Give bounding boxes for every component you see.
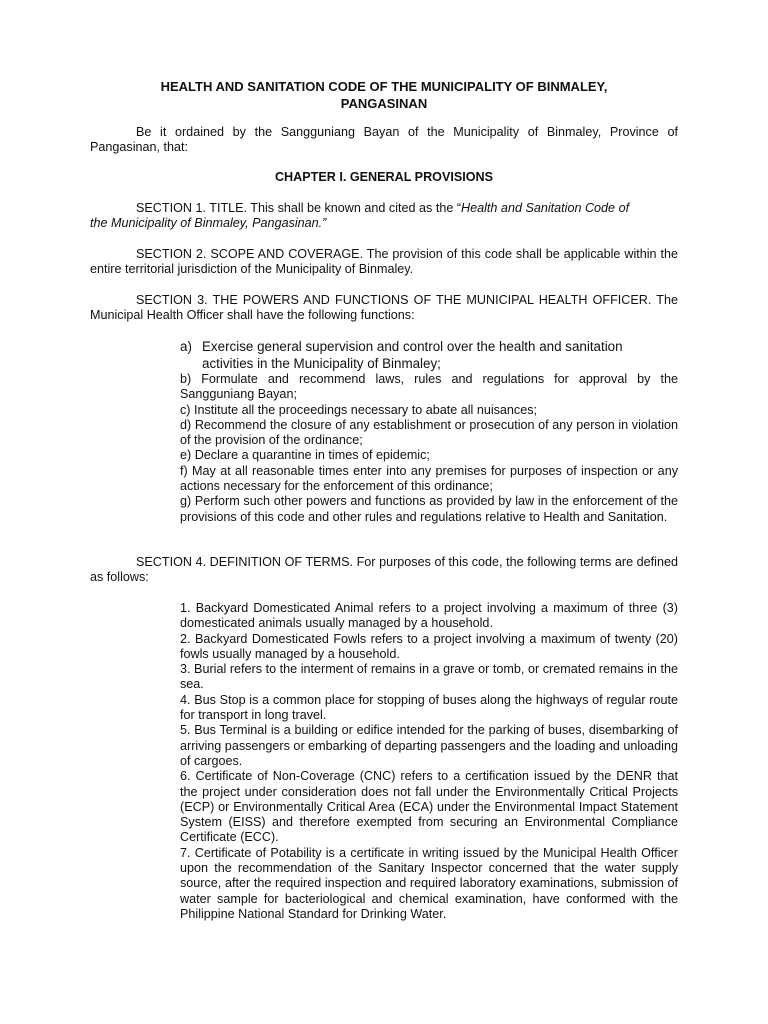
definitions-list xyxy=(180,601,678,922)
definition-item: 4. Bus Stop is a common place for stopping of buses along the highways of regular route for transport in long travel. xyxy=(180,692,678,723)
section-2-paragraph: SECTION 2. SCOPE AND COVERAGE. The provision of this code shall be applicable within the entire territorial jurisdiction of the Municipality of Binmaley. xyxy=(90,247,678,277)
function-item-d: d) Recommend the closure of any establishment or prosecution of any person in violation of the provision of the ordinance; xyxy=(180,417,678,448)
definition-item: 3. Burial refers to the interment of remains in a grave or tomb, or cremated remains in the sea. xyxy=(180,662,678,692)
definition-item: 2. Backyard Domesticated Fowls refers to a project involving a maximum of twenty (20) fowls usually managed by a household. xyxy=(180,631,678,661)
function-item-a-label: a) xyxy=(180,339,192,354)
function-item-b: b) Formulate and recommend laws, rules and regulations for approval by the Sangguniang Bayan; xyxy=(180,372,678,402)
function-item-g: g) Perform such other powers and functions as provided by law in the enforcement of the provisions of this code and other rules and regulations relative to Health and Sanitation. xyxy=(180,494,678,524)
section-1-italic: Health and Sanitation Code of the Municipality of Binmaley, Pangasinan.” xyxy=(90,201,630,231)
title-line-2: PANGASINAN xyxy=(340,96,428,111)
section-4-paragraph: SECTION 4. DEFINITION OF TERMS. For purposes of this code, the following terms are defined as follows: xyxy=(90,555,678,585)
definition-item: 7. Certificate of Potability is a certificate in writing issued by the Municipal Health Officer upon the recommendation of the Sanitary Inspector concerned that the water supply source, after the required inspection and required laboratory examinations, submission of water sample for bacteriological and chemical examination, have conformed with the Philippine National Standard for Drinking Water. xyxy=(180,845,678,921)
definition-item: 5. Bus Terminal is a building or edifice intended for the parking of buses, disembarking of arriving passengers or embarking of departing passengers and the loading and unloading of cargoes. xyxy=(180,723,678,768)
intro-paragraph: Be it ordained by the Sangguniang Bayan of the Municipality of Binmaley, Province of Pangasinan, that: xyxy=(90,125,678,155)
function-item-e: e) Declare a quarantine in times of epidemic; xyxy=(180,448,430,463)
section-3-paragraph: SECTION 3. THE POWERS AND FUNCTIONS OF THE MUNICIPAL HEALTH OFFICER. The Municipal Health Officer shall have the following functions: xyxy=(90,293,678,323)
function-item-a: a) Exercise general supervision and control over the health and sanitation activities in the Municipality of Binmaley; xyxy=(180,339,623,371)
definition-item: 1. Backyard Domesticated Animal refers to a project involving a maximum of three (3) domesticated animals usually managed by a household. xyxy=(180,601,678,631)
functions-list xyxy=(180,339,678,525)
definition-item: 6. Certificate of Non-Coverage (CNC) refers to a certification issued by the DENR that the project under consideration does not fall under the Environmentally Critical Projects (ECP) or Environmentally Critical Area (ECA) under the Environmental Impact Statement System (EISS) and therefore exempted from securing an Environmental Compliance Certificate (ECC). xyxy=(180,769,678,845)
function-item-c: c) Institute all the proceedings necessary to abate all nuisances; xyxy=(180,402,538,417)
section-1-paragraph xyxy=(90,201,638,232)
document-title xyxy=(90,78,678,112)
function-item-f: f) May at all reasonable times enter into any premises for purposes of inspection or any actions necessary for the enforcement of this ordinance; xyxy=(180,463,678,494)
title-line-1: HEALTH AND SANITATION CODE OF THE MUNICIPALITY OF BINMALEY, xyxy=(160,79,608,94)
section-1-text: SECTION 1. TITLE. This shall be known and cited as the “ xyxy=(136,201,462,215)
chapter-heading: CHAPTER I. GENERAL PROVISIONS xyxy=(274,170,494,184)
